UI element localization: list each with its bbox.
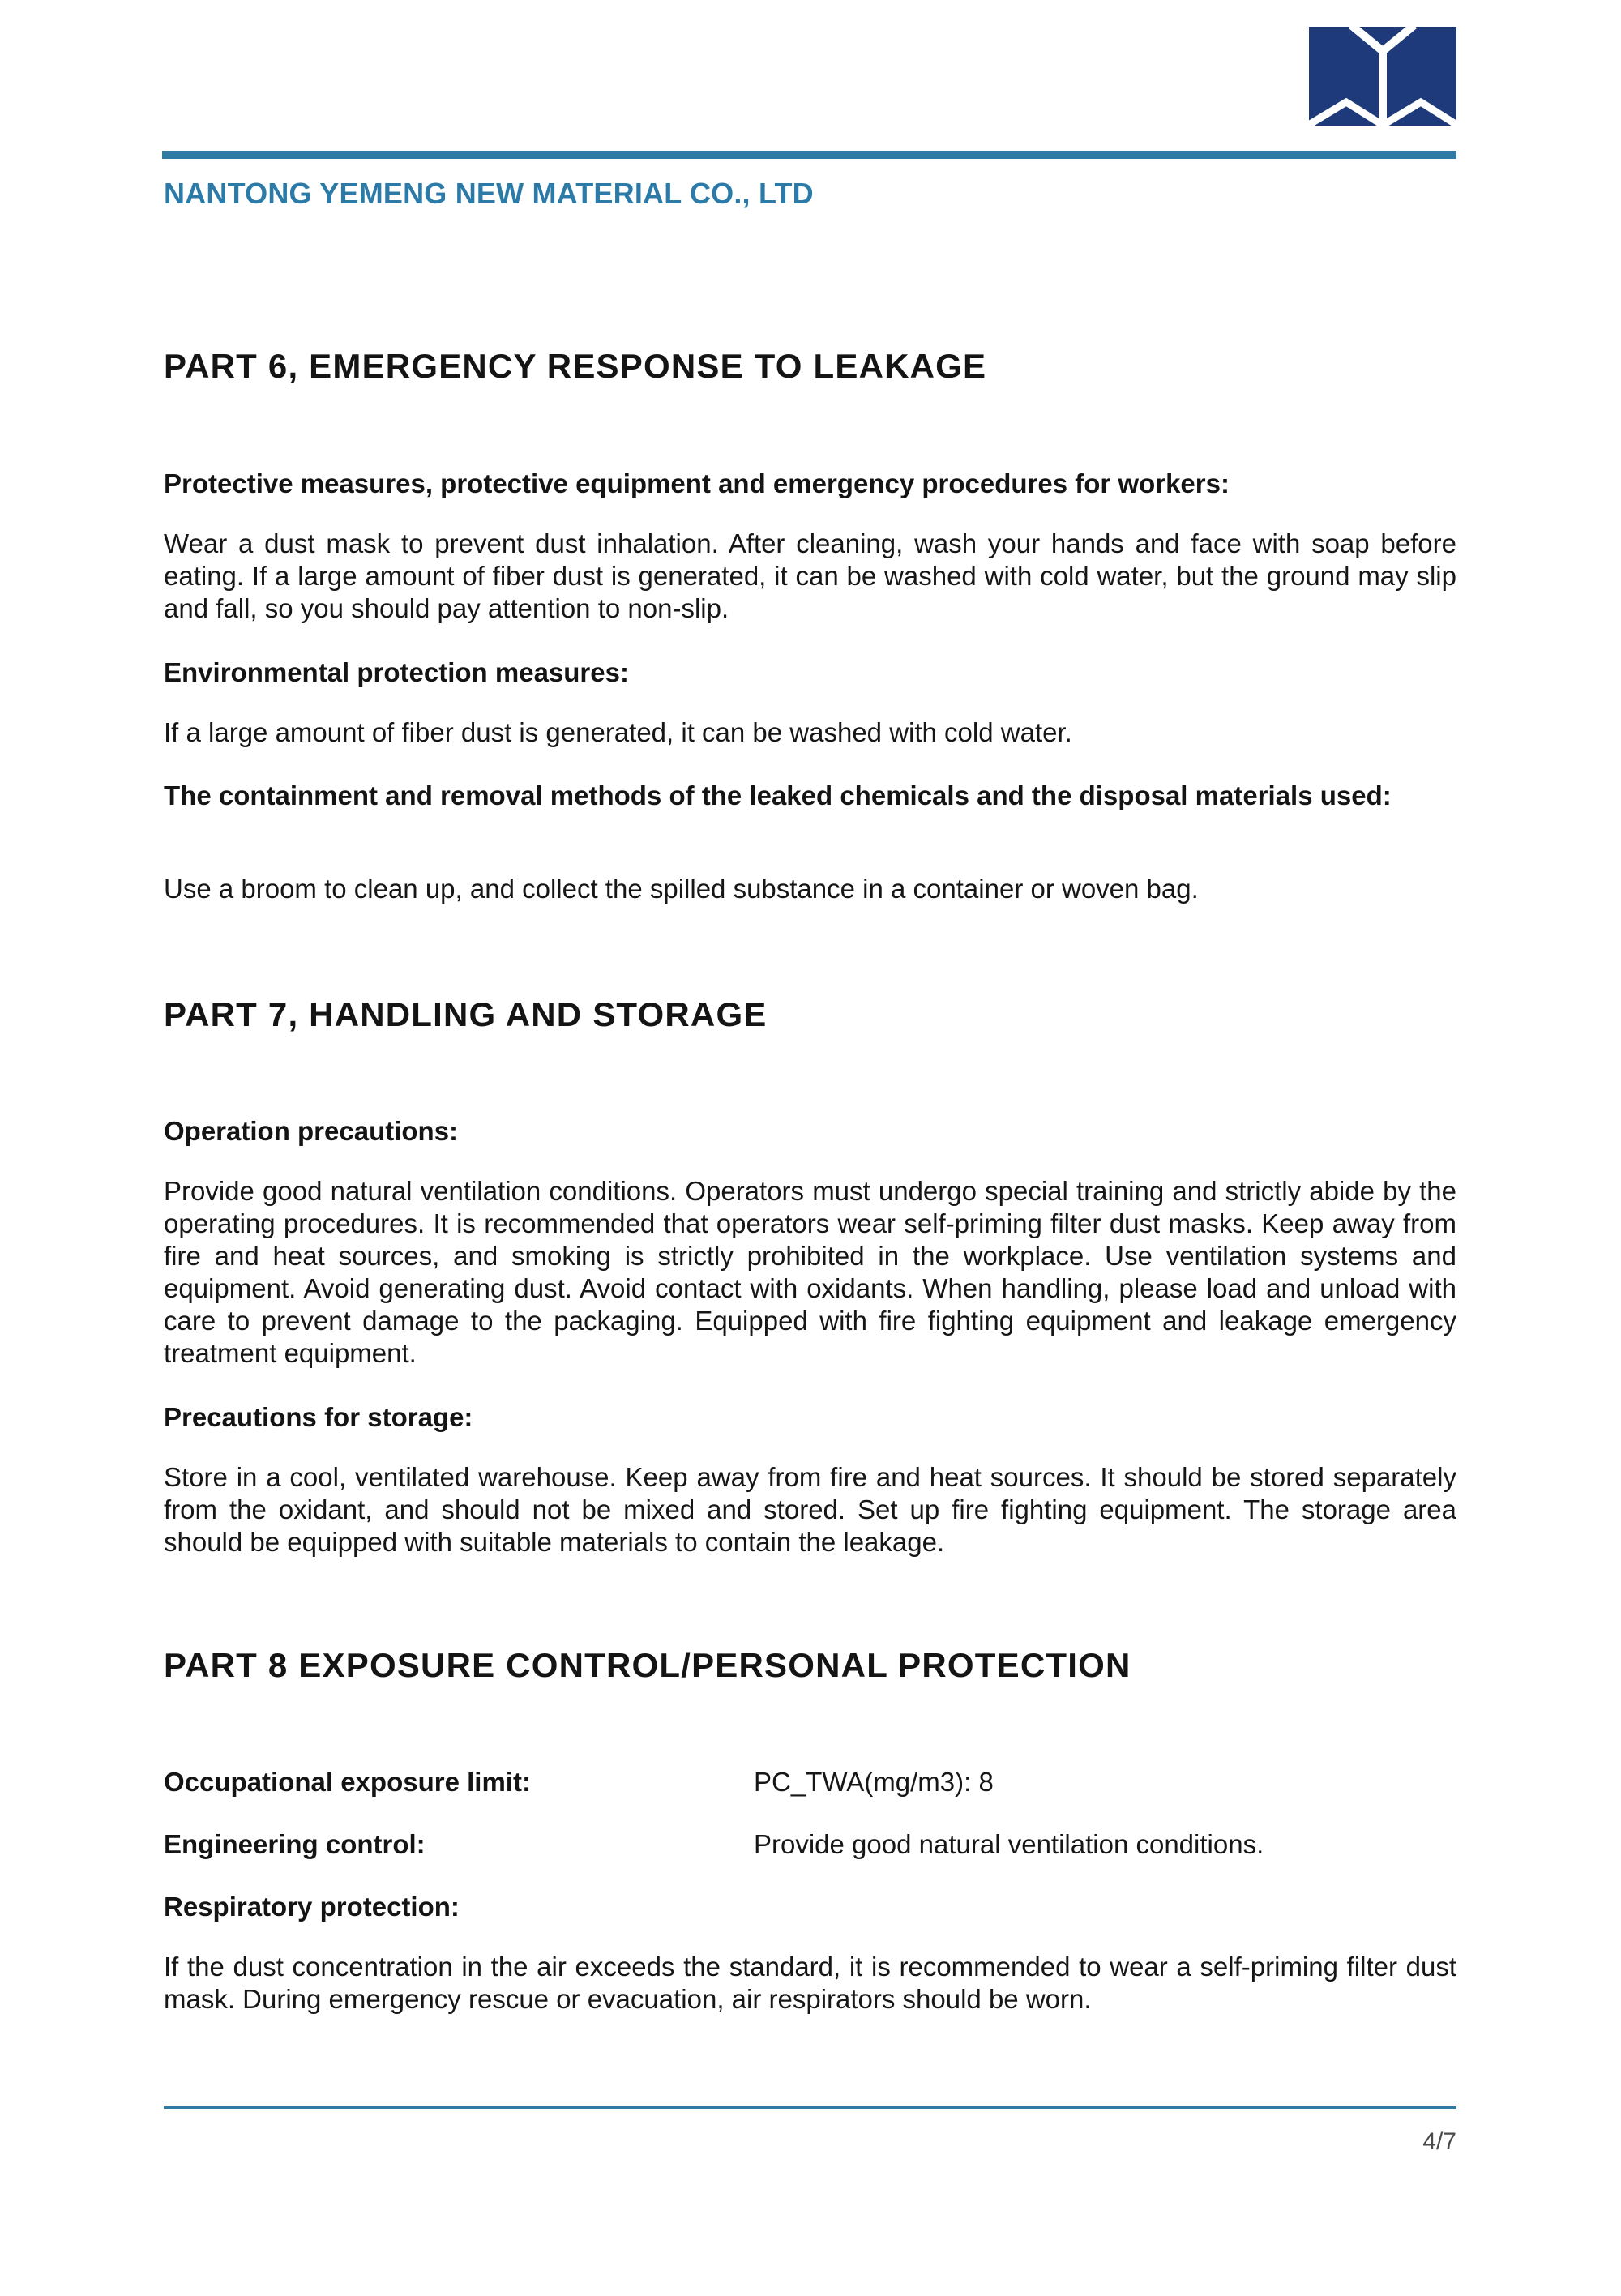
text-respiratory-protection: If the dust concentration in the air exceeds the standard, it is recommended to wear a self-priming filter dust mask. During emergency rescue or evacuation, air respirators should be worn. bbox=[164, 1952, 1456, 2014]
value-occupational-exposure-limit: PC_TWA(mg/m3): 8 bbox=[754, 1767, 994, 1797]
text-protective-measures: Wear a dust mask to prevent dust inhalation. After cleaning, wash your hands and face with soap before eating. If a large amount of fiber dust is generated, it can be washed with cold water, but the ground may slip and fall, so you should pay attention to non-slip. bbox=[164, 528, 1456, 623]
company-logo-icon bbox=[1309, 27, 1456, 130]
section-heading-part-7: PART 7, HANDLING AND STORAGE bbox=[164, 995, 768, 1033]
text-storage-precautions: Store in a cool, ventilated warehouse. Keep away from fire and heat sources. It should be stored separately from the oxidant, and should not be mixed and stored. Set up fire fighting equipment. The storage area should be equipped with suitable materials to contain the leakage. bbox=[164, 1462, 1456, 1557]
company-name: NANTONG YEMENG NEW MATERIAL CO., LTD bbox=[164, 177, 814, 210]
label-occupational-exposure-limit: Occupational exposure limit: bbox=[164, 1767, 531, 1797]
header-rule bbox=[162, 151, 1456, 159]
text-environmental-protection: If a large amount of fiber dust is generated, it can be washed with cold water. bbox=[164, 717, 1072, 747]
label-containment-methods: The containment and removal methods of the leaked chemicals and the disposal materials used: bbox=[164, 780, 1392, 810]
text-containment-methods: Use a broom to clean up, and collect the spilled substance in a container or woven bag. bbox=[164, 874, 1199, 904]
text-operation-precautions: Provide good natural ventilation conditions. Operators must undergo special training and strictly abide by the operating procedures. It is recommended that operators wear self-priming filter dust masks. Keep away from fire and heat sources, and smoking is strictly prohibited in the workplace. Use ventilation systems and equipment. Avoid generating dust. Avoid contact with oxidants. When handling, please load and unload with care to prevent damage to the packaging. Equipped with fire fighting equipment and leakage emergency treatment equipment. bbox=[164, 1176, 1456, 1368]
section-heading-part-6: PART 6, EMERGENCY RESPONSE TO LEAKAGE bbox=[164, 347, 987, 385]
section-heading-part-8: PART 8 EXPOSURE CONTROL/PERSONAL PROTECTION bbox=[164, 1646, 1131, 1684]
value-engineering-control: Provide good natural ventilation conditions. bbox=[754, 1829, 1264, 1859]
label-environmental-protection: Environmental protection measures: bbox=[164, 657, 629, 687]
label-respiratory-protection: Respiratory protection: bbox=[164, 1892, 460, 1922]
label-protective-measures: Protective measures, protective equipment and emergency procedures for workers: bbox=[164, 468, 1230, 498]
footer-rule bbox=[164, 2106, 1456, 2109]
label-engineering-control: Engineering control: bbox=[164, 1829, 426, 1859]
label-storage-precautions: Precautions for storage: bbox=[164, 1402, 473, 1432]
label-operation-precautions: Operation precautions: bbox=[164, 1116, 459, 1146]
page-number: 4/7 bbox=[1422, 2128, 1456, 2155]
